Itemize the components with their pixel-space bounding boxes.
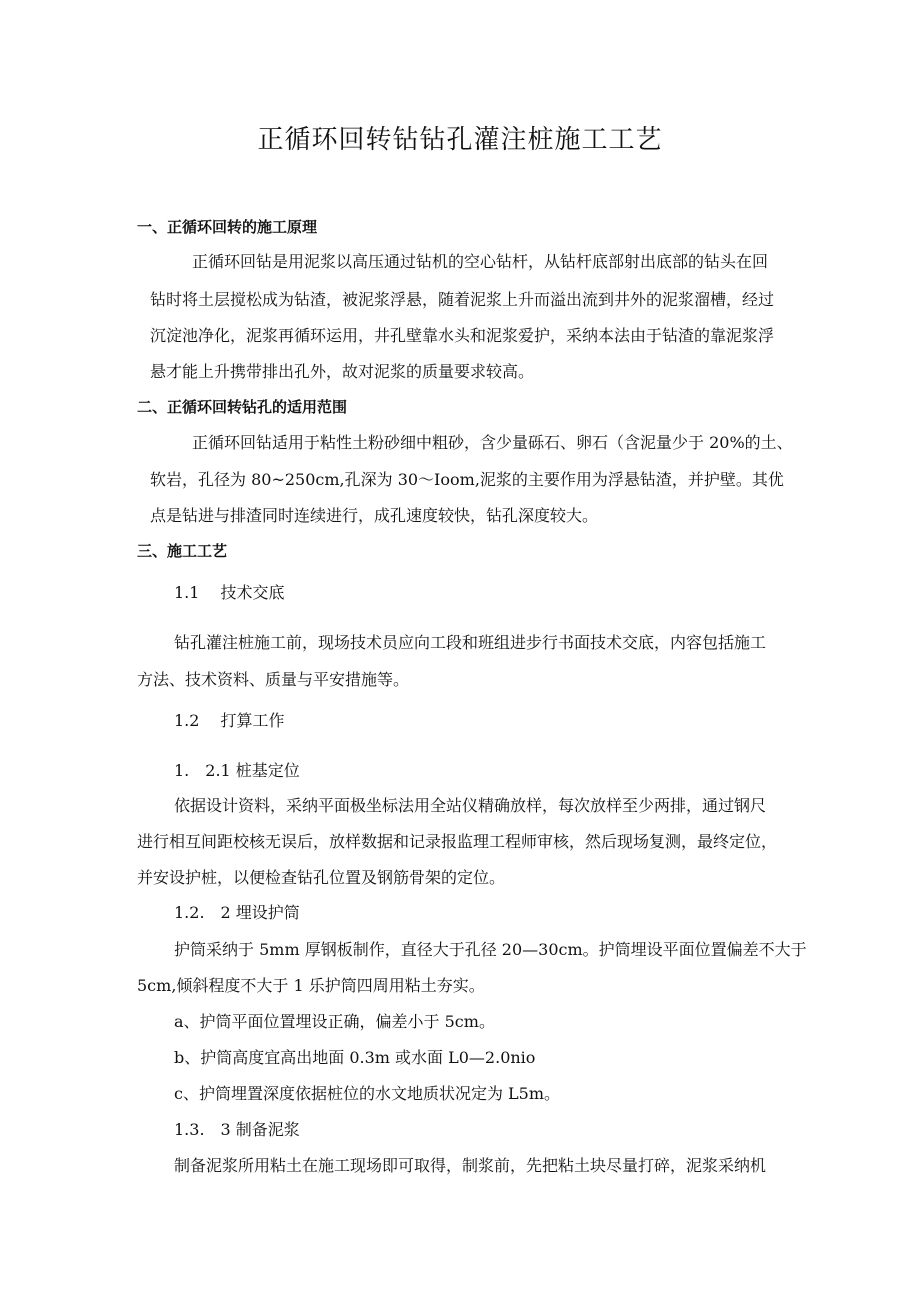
section-1-heading: 一、正循环回转的施工原理 — [137, 218, 318, 236]
subsection-heading: 1. 2.1 桩基定位 — [174, 761, 300, 780]
subsection-heading: 1.2 打算工作 — [174, 711, 285, 730]
paragraph-line: 钻孔灌注桩施工前，现场技术员应向工段和班组进步行书面技术交底，内容包括施工 — [174, 633, 767, 652]
subsection-heading: 1.3. 3 制备泥浆 — [174, 1120, 300, 1139]
document-title: 正循环回转钻钻孔灌注桩施工工艺 — [257, 125, 663, 155]
paragraph-line: 方法、技术资料、质量与平安措施等。 — [137, 670, 410, 689]
paragraph-line: 正循环回钻是用泥浆以高压通过钻机的空心钻杆，从钻杆底部射出底部的钻头在回 — [192, 252, 769, 271]
paragraph-line: 点是钻进与排渣同时连续进行，成孔速度较快，钻孔深度较大。 — [150, 506, 599, 525]
paragraph-line: 钻时将土层搅松成为钻渣，被泥浆浮悬，随着泥浆上升而溢出流到井外的泥浆溜槽，经过 — [150, 290, 775, 309]
paragraph-line: 沉淀池净化，泥浆再循环运用，井孔壁靠水头和泥浆爱护，采纳本法由于钻渣的靠泥浆浮 — [150, 326, 775, 345]
paragraph-line: 软岩，孔径为 80~250cm,孔深为 30～Ioom,泥浆的主要作用为浮悬钻渣，并护壁。其优 — [150, 470, 784, 489]
section-2-heading: 二、正循环回转钻孔的适用范围 — [137, 398, 348, 416]
paragraph-line: 制备泥浆所用粘土在施工现场即可取得，制浆前，先把粘土块尽量打碎，泥浆采纳机 — [174, 1156, 767, 1175]
paragraph-line: 进行相互间距校核无误后，放样数据和记录报监理工程师审核，然后现场复测，最终定位， — [137, 832, 778, 851]
paragraph-line: 悬才能上升携带排出孔外，故对泥浆的质量要求较高。 — [150, 362, 535, 381]
subsection-heading: 1.1 技术交底 — [174, 583, 285, 602]
subsection-heading: 1.2. 2 埋设护筒 — [174, 903, 300, 922]
paragraph-line: 并安设护桩，以便检查钻孔位置及钢筋骨架的定位。 — [137, 868, 506, 887]
paragraph-line: 5cm,倾斜程度不大于 1 乐护筒四周用粘土夯实。 — [137, 976, 485, 995]
list-item: c、护筒埋置深度依据桩位的水文地质状况定为 L5m。 — [174, 1084, 561, 1103]
section-3-heading: 三、施工工艺 — [137, 542, 228, 560]
list-item: a、护筒平面位置埋设正确，偏差小于 5cm。 — [174, 1012, 495, 1031]
list-item: b、护筒高度宜高出地面 0.3m 或水面 L0—2.0nio — [174, 1048, 536, 1067]
paragraph-line: 护筒采纳于 5mm 厚钢板制作，直径大于孔径 20—30cm。护筒埋设平面位置偏差不大于 — [174, 940, 807, 959]
paragraph-line: 依据设计资料，采纳平面极坐标法用全站仪精确放样，每次放样至少两排，通过钢尺 — [174, 796, 767, 815]
paragraph-line: 正循环回钻适用于粘性土粉砂细中粗砂，含少量砾石、卵石（含泥量少于 20%的土、 — [192, 433, 793, 452]
